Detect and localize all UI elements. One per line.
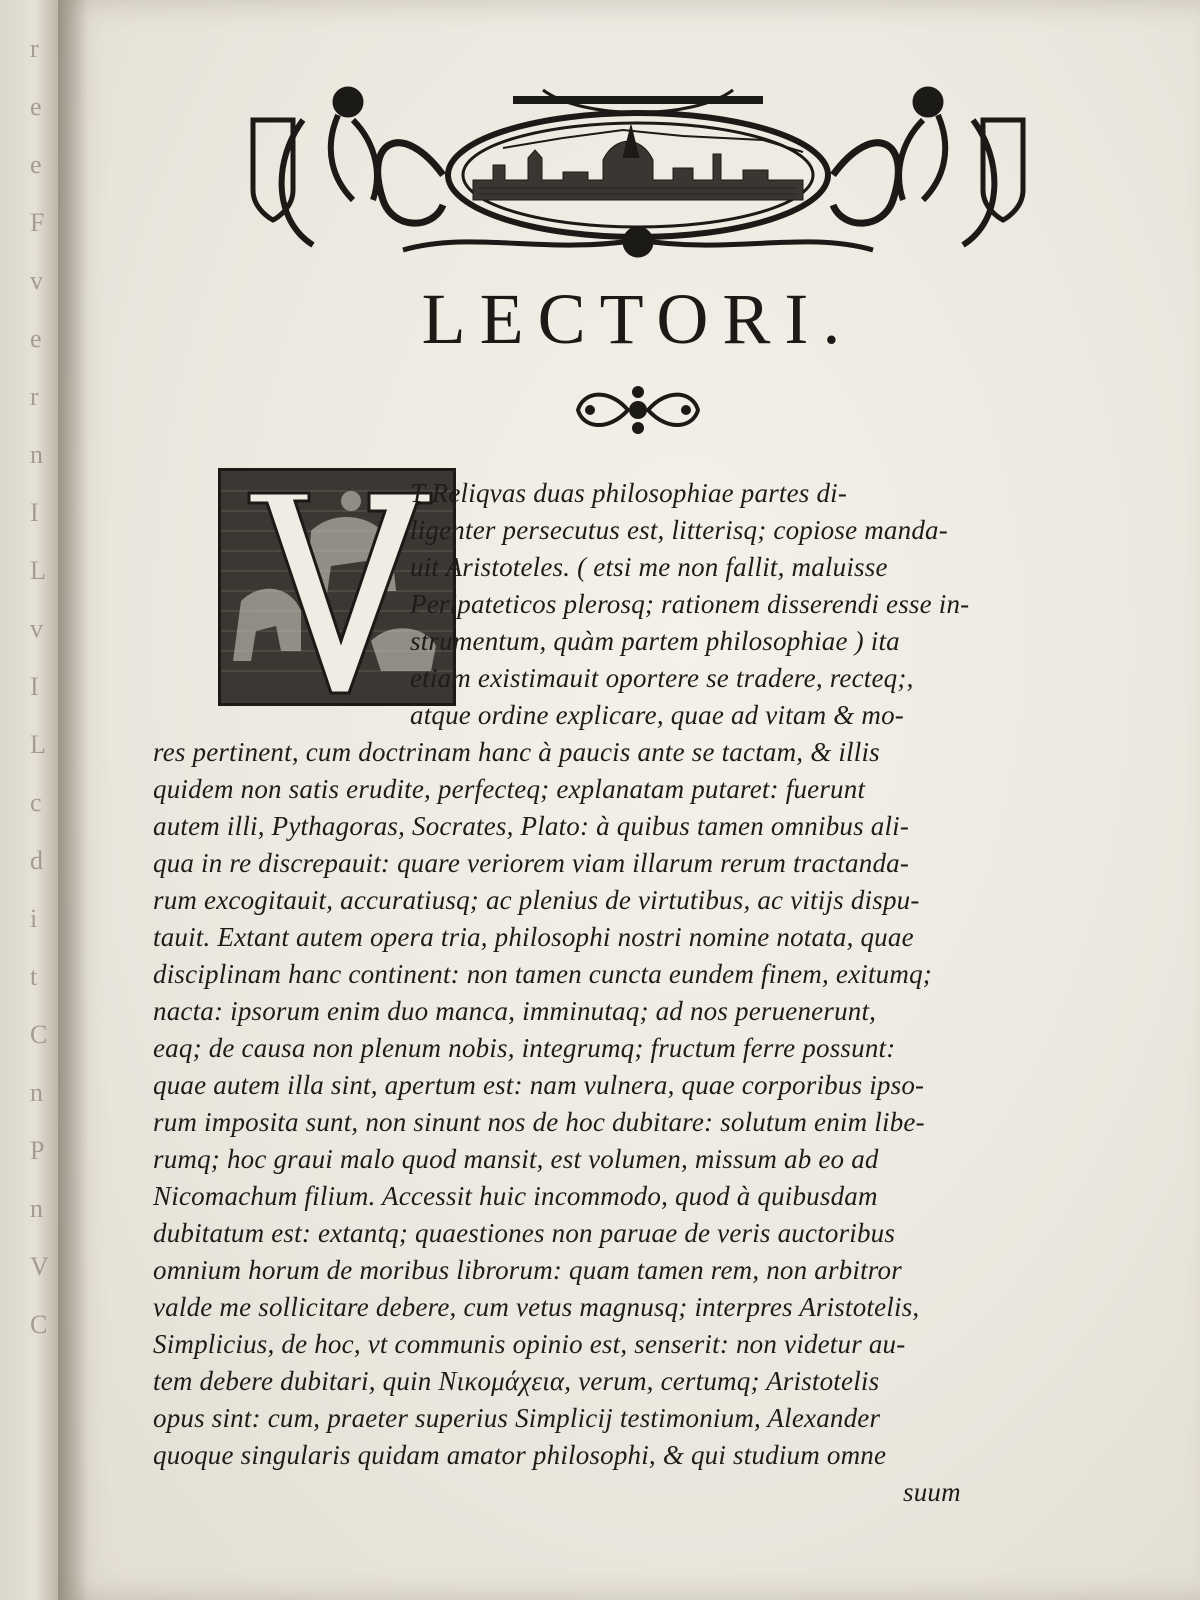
body-line: etiam existimauit oportere se tradere, recteq;, <box>410 663 914 693</box>
body-line: disciplinam hanc continent: non tamen cuncta eundem finem, exitumq; <box>153 959 932 989</box>
body-line: rum imposita sunt, non sinunt nos de hoc dubitare: solutum enim libe- <box>153 1107 925 1137</box>
body-line: Peripateticos plerosq; rationem disserendi esse in- <box>410 589 970 619</box>
body-line: T Reliqvas duas philosophiae partes di- <box>410 478 848 508</box>
body-line: quidem non satis erudite, perfecteq; explanatam putaret: fuerunt <box>153 774 866 804</box>
body-line: quoque singularis quidam amator philosophi, & qui studium omne <box>153 1440 887 1470</box>
body-line: qua in re discrepauit: quare veriorem viam illarum rerum tractanda- <box>153 848 910 878</box>
body-line: ligenter persecutus est, litterisq; copiose manda- <box>410 515 948 545</box>
body-line: tem debere dubitari, quin Νικομάχεια, verum, certumq; Aristotelis <box>153 1366 880 1396</box>
body-line: Simplicius, de hoc, vt communis opinio est, senserit: non videtur au- <box>153 1329 906 1359</box>
body-line: atque ordine explicare, quae ad vitam & mo- <box>410 700 904 730</box>
body-line: rum excogitauit, accuratiusq; ac plenius de virtutibus, ac vitijs dispu- <box>153 885 920 915</box>
book-page <box>58 0 1200 1600</box>
previous-page-text-fragments: r e e F v e r n I L v I L c d i t C n P n V C <box>30 34 49 1339</box>
body-line: valde me sollicitare debere, cum vetus magnusq; interpres Aristotelis, <box>153 1292 920 1322</box>
body-line: nacta: ipsorum enim duo manca, imminutaq; ad nos peruenerunt, <box>153 996 877 1026</box>
body-line: quae autem illa sint, apertum est: nam vulnera, quae corporibus ipso- <box>153 1070 925 1100</box>
page-title: LECTORI. <box>421 279 855 359</box>
body-line: autem illi, Pythagoras, Socrates, Plato: à quibus tamen omnibus ali- <box>153 811 910 841</box>
body-line: Nicomachum filium. Accessit huic incommodo, quod à quibusdam <box>153 1181 878 1211</box>
body-line: omnium horum de moribus librorum: quam tamen rem, non arbitror <box>153 1255 902 1285</box>
body-line: eaq; de causa non plenum nobis, integrumq; fructum ferre possunt: <box>153 1033 896 1063</box>
body-line: res pertinent, cum doctrinam hanc à paucis ante se tactam, & illis <box>153 737 880 767</box>
body-line: dubitatum est: extantq; quaestiones non paruae de veris auctoribus <box>153 1218 896 1248</box>
body-line: opus sint: cum, praeter superius Simplicij testimonium, Alexander <box>153 1403 881 1433</box>
body-line: rumq; hoc graui malo quod mansit, est volumen, missum ab eo ad <box>153 1144 879 1174</box>
body-line: uit Aristoteles. ( etsi me non fallit, maluisse <box>410 552 888 582</box>
previous-page-edge <box>0 0 58 1600</box>
gutter-shadow <box>58 0 88 1600</box>
decorated-initial-v <box>218 468 456 706</box>
body-line: tauit. Extant autem opera tria, philosophi nostri nomine notata, quae <box>153 922 914 952</box>
ornamental-headpiece <box>243 80 1033 260</box>
body-line: strumentum, quàm partem philosophiae ) ita <box>410 626 900 656</box>
catchword: suum <box>903 1477 961 1507</box>
fleuron-ornament <box>568 382 708 438</box>
